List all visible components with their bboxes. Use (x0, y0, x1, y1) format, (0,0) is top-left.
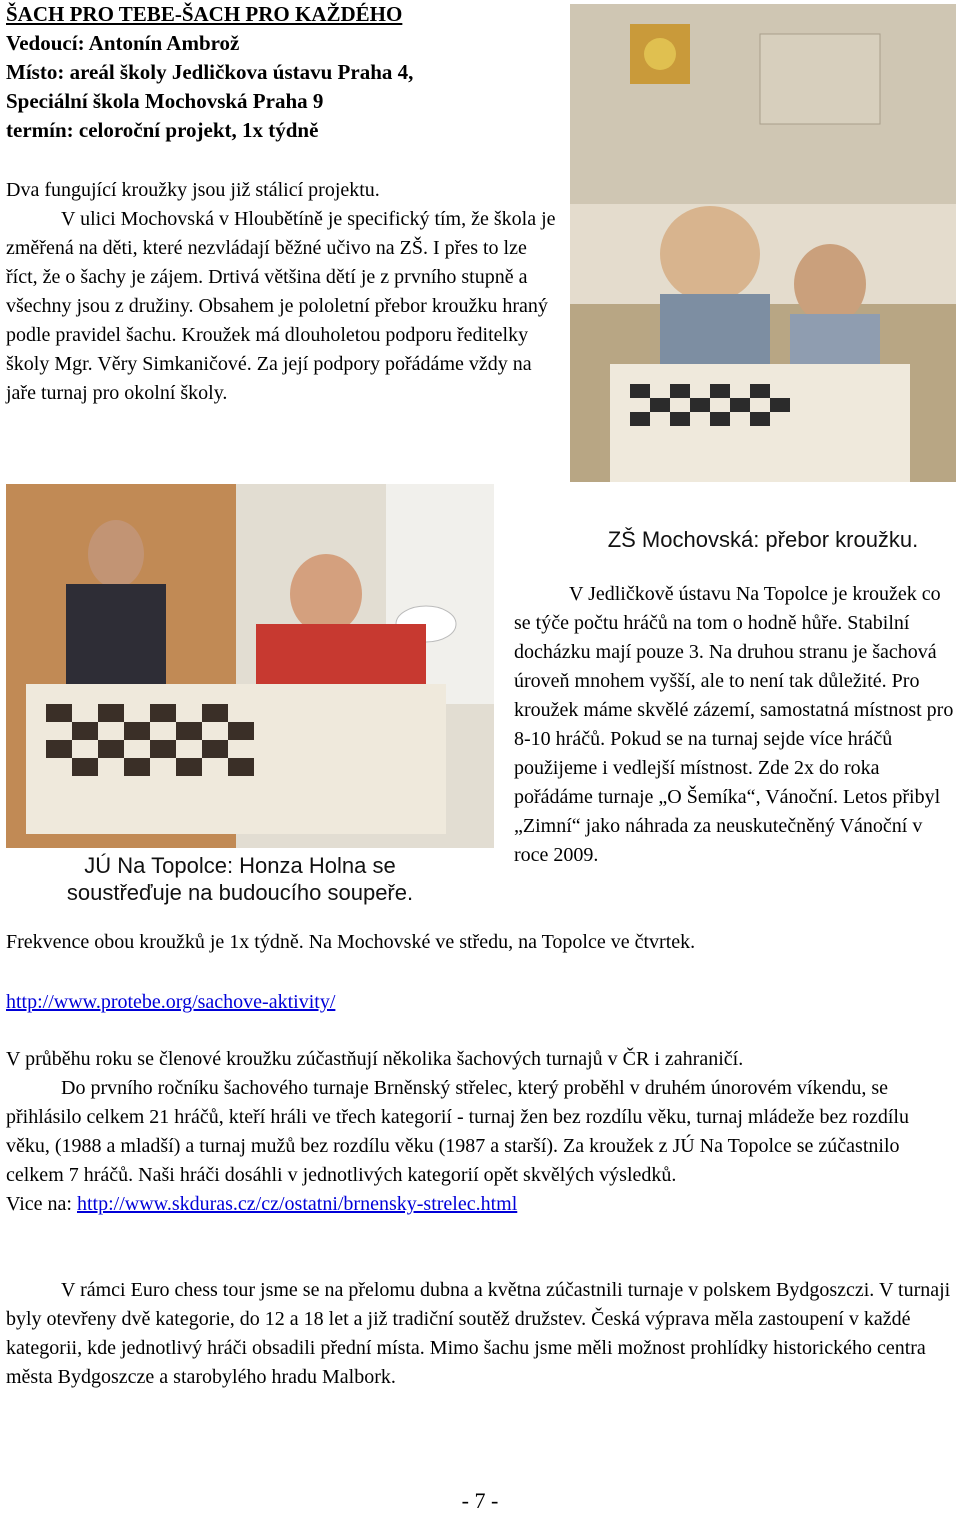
document-title: ŠACH PRO TEBE-ŠACH PRO KAŽDÉHO (6, 2, 403, 26)
protebe-link[interactable]: http://www.protebe.org/sachove-aktivity/ (6, 991, 336, 1013)
page-number: - 7 - (461, 1488, 499, 1513)
leader-line: Vedoucí: Antonín Ambrož (6, 31, 240, 55)
euro-chess-tour-section (6, 1276, 954, 1392)
tournaments-intro: V průběhu roku se členové kroužku zúčastňují několika šachových turnajů v ČR i zahraničí. (6, 1048, 744, 1070)
link-line-1 (6, 988, 954, 1017)
more-info-line (6, 1190, 954, 1219)
brnensky-strelec-paragraph: Do prvního ročníku šachového turnaje Brněnský střelec, který proběhl v druhém únorovém víkendu, se přihlásilo celkem 21 hráčů, kteří hráli ve třech kategorií - turnaj žen bez rozdílu věku, turnaj mládeže bez rozdílu věku, (1988 a mladší) a turnaj mužů bez rozdílu věku (1987 a starší). Za kroužek z JÚ Na Topolce se zúčastnilo celkem 7 hráčů. Naši hráči dosáhli v jednotlivých kategorií opět skvělých výsledků. (6, 1077, 909, 1186)
place-line-1: Místo: areál školy Jedličkova ústavu Praha 4, (6, 60, 414, 84)
caption-mochovska: ZŠ Mochovská: přebor kroužku. (607, 527, 919, 552)
intro-text (6, 176, 562, 408)
chess-kids-illustration (570, 4, 956, 518)
intro-body: V ulici Mochovská v Hloubětíně je specifický tím, že škola je změřená na děti, které nezvládají běžné učivo na ZŠ. I přes to lze říct, že o šachy je zájem. Drtivá většina dětí je z prvního stupně a všechny jsou z družiny. Obsahem je pololetní přebor kroužku hraný podle pravidel šachu. Kroužek má dlouholetou podporu ředitelky školy Mgr. Věry Simkaničové. Za její podpory pořádáme vždy na jaře turnaj pro okolní školy. (6, 208, 556, 404)
caption-topolce: JÚ Na Topolce: Honza Holna se soustřeďuje na budoucího soupeře. (66, 853, 414, 905)
tournaments-section (6, 1045, 954, 1219)
topolce-text (514, 580, 956, 870)
more-info-label: Vice na: (6, 1193, 77, 1215)
skduras-link[interactable]: http://www.skduras.cz/cz/ostatni/brnensky-strelec.html (77, 1193, 518, 1215)
chess-players-illustration (6, 484, 494, 848)
place-line-2: Speciální škola Mochovská Praha 9 (6, 89, 324, 113)
photo-topolce (6, 484, 494, 848)
term-line: termín: celoroční projekt, 1x týdně (6, 118, 319, 142)
photo-mochovska (570, 4, 956, 518)
intro-first-line: Dva fungující kroužky jsou již stálicí projektu. (6, 179, 380, 201)
euro-chess-tour-paragraph: V rámci Euro chess tour jsme se na přelomu dubna a května zúčastnili turnaje v polskem Bydgoszczi. V turnaji byly otevřeny dvě kategorie, do 12 a 18 let a již tradiční soutěž družstev. Česká výprava měla zastoupení v každé kategorii, kde jednotlivý hráči obsadili přední místa. Mimo šachu jsme měli možnost prohlídky historického centra města Bydgoszcze a starobylého hradu Malbork. (6, 1279, 951, 1388)
topolce-paragraph: V Jedličkově ústavu Na Topolce je kroužek co se týče počtu hráčů na tom o hodně hůře. Stabilní docházku mají pouze 3. Na druhou stranu je šachová úroveň mnohem vyšší, ale to není tak důležité. Pro kroužek máme skvělé zázemí, samostatná místnost pro 8-10 hráčů. Pokud se na turnaj sejde více hráčů použijeme i vedlejší místnost. Zde 2x do roka pořádáme turnaje „O Šemíka“, Vánoční. Letos přibyl „Zimní“ jako náhrada za neuskutečněný Vánoční v roce 2009. (514, 583, 954, 866)
frequency-line: Frekvence obou kroužků je 1x týdně. Na Mochovské ve středu, na Topolce ve čtvrtek. (6, 931, 696, 953)
header-block (6, 0, 566, 145)
